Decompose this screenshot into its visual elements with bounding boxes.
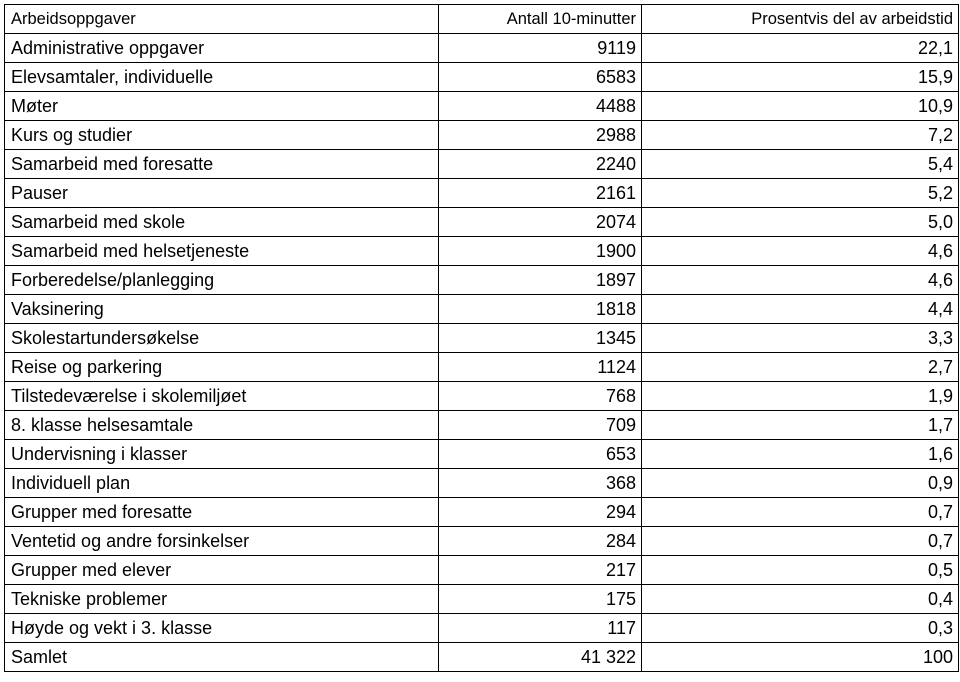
table-row bbox=[5, 556, 959, 585]
count-cell: 2988 bbox=[439, 121, 642, 150]
percent-cell: 2,7 bbox=[642, 353, 959, 382]
count-cell: 368 bbox=[439, 469, 642, 498]
task-cell: Elevsamtaler, individuelle bbox=[5, 63, 439, 92]
percent-cell: 4,6 bbox=[642, 237, 959, 266]
table-row bbox=[5, 63, 959, 92]
table-total-row bbox=[5, 643, 959, 672]
table-row bbox=[5, 585, 959, 614]
table-row bbox=[5, 295, 959, 324]
percent-cell: 0,7 bbox=[642, 498, 959, 527]
count-cell: 1897 bbox=[439, 266, 642, 295]
percent-cell: 5,4 bbox=[642, 150, 959, 179]
table-row bbox=[5, 440, 959, 469]
count-cell: 768 bbox=[439, 382, 642, 411]
task-cell: Vaksinering bbox=[5, 295, 439, 324]
count-cell: 41 322 bbox=[439, 643, 642, 672]
task-cell: Samarbeid med foresatte bbox=[5, 150, 439, 179]
task-cell: Ventetid og andre forsinkelser bbox=[5, 527, 439, 556]
task-cell: Tekniske problemer bbox=[5, 585, 439, 614]
task-cell: Samarbeid med skole bbox=[5, 208, 439, 237]
percent-cell: 100 bbox=[642, 643, 959, 672]
work-tasks-table bbox=[4, 4, 959, 672]
header-task: Arbeidsoppgaver bbox=[5, 5, 439, 34]
percent-cell: 4,4 bbox=[642, 295, 959, 324]
table-row bbox=[5, 121, 959, 150]
count-cell: 1900 bbox=[439, 237, 642, 266]
count-cell: 1818 bbox=[439, 295, 642, 324]
header-count: Antall 10-minutter bbox=[439, 5, 642, 34]
task-cell: Grupper med foresatte bbox=[5, 498, 439, 527]
header-percent: Prosentvis del av arbeidstid bbox=[642, 5, 959, 34]
count-cell: 2240 bbox=[439, 150, 642, 179]
table-row bbox=[5, 469, 959, 498]
count-cell: 1124 bbox=[439, 353, 642, 382]
task-cell: 8. klasse helsesamtale bbox=[5, 411, 439, 440]
task-cell: Reise og parkering bbox=[5, 353, 439, 382]
count-cell: 294 bbox=[439, 498, 642, 527]
percent-cell: 5,2 bbox=[642, 179, 959, 208]
percent-cell: 5,0 bbox=[642, 208, 959, 237]
percent-cell: 10,9 bbox=[642, 92, 959, 121]
task-cell: Tilstedeværelse i skolemiljøet bbox=[5, 382, 439, 411]
table-row bbox=[5, 614, 959, 643]
task-cell: Forberedelse/planlegging bbox=[5, 266, 439, 295]
table-row bbox=[5, 266, 959, 295]
percent-cell: 0,4 bbox=[642, 585, 959, 614]
task-cell: Administrative oppgaver bbox=[5, 34, 439, 63]
percent-cell: 0,5 bbox=[642, 556, 959, 585]
task-cell: Pauser bbox=[5, 179, 439, 208]
count-cell: 284 bbox=[439, 527, 642, 556]
table-row bbox=[5, 179, 959, 208]
table-row bbox=[5, 237, 959, 266]
task-cell: Skolestartundersøkelse bbox=[5, 324, 439, 353]
percent-cell: 0,7 bbox=[642, 527, 959, 556]
table-row bbox=[5, 324, 959, 353]
count-cell: 4488 bbox=[439, 92, 642, 121]
percent-cell: 22,1 bbox=[642, 34, 959, 63]
table-body bbox=[5, 5, 959, 672]
task-cell: Samarbeid med helsetjeneste bbox=[5, 237, 439, 266]
task-cell: Undervisning i klasser bbox=[5, 440, 439, 469]
table-row bbox=[5, 92, 959, 121]
table-header-row bbox=[5, 5, 959, 34]
count-cell: 217 bbox=[439, 556, 642, 585]
table-row bbox=[5, 382, 959, 411]
table-row bbox=[5, 34, 959, 63]
percent-cell: 4,6 bbox=[642, 266, 959, 295]
table-row bbox=[5, 527, 959, 556]
count-cell: 6583 bbox=[439, 63, 642, 92]
count-cell: 2161 bbox=[439, 179, 642, 208]
count-cell: 117 bbox=[439, 614, 642, 643]
percent-cell: 1,9 bbox=[642, 382, 959, 411]
table-row bbox=[5, 208, 959, 237]
task-cell: Grupper med elever bbox=[5, 556, 439, 585]
count-cell: 175 bbox=[439, 585, 642, 614]
percent-cell: 1,7 bbox=[642, 411, 959, 440]
table-row bbox=[5, 411, 959, 440]
percent-cell: 1,6 bbox=[642, 440, 959, 469]
count-cell: 1345 bbox=[439, 324, 642, 353]
table-row bbox=[5, 353, 959, 382]
table-row bbox=[5, 498, 959, 527]
percent-cell: 0,9 bbox=[642, 469, 959, 498]
count-cell: 9119 bbox=[439, 34, 642, 63]
count-cell: 653 bbox=[439, 440, 642, 469]
task-cell: Individuell plan bbox=[5, 469, 439, 498]
task-cell: Samlet bbox=[5, 643, 439, 672]
task-cell: Møter bbox=[5, 92, 439, 121]
percent-cell: 15,9 bbox=[642, 63, 959, 92]
table-row bbox=[5, 150, 959, 179]
count-cell: 709 bbox=[439, 411, 642, 440]
count-cell: 2074 bbox=[439, 208, 642, 237]
percent-cell: 3,3 bbox=[642, 324, 959, 353]
task-cell: Høyde og vekt i 3. klasse bbox=[5, 614, 439, 643]
percent-cell: 0,3 bbox=[642, 614, 959, 643]
percent-cell: 7,2 bbox=[642, 121, 959, 150]
task-cell: Kurs og studier bbox=[5, 121, 439, 150]
